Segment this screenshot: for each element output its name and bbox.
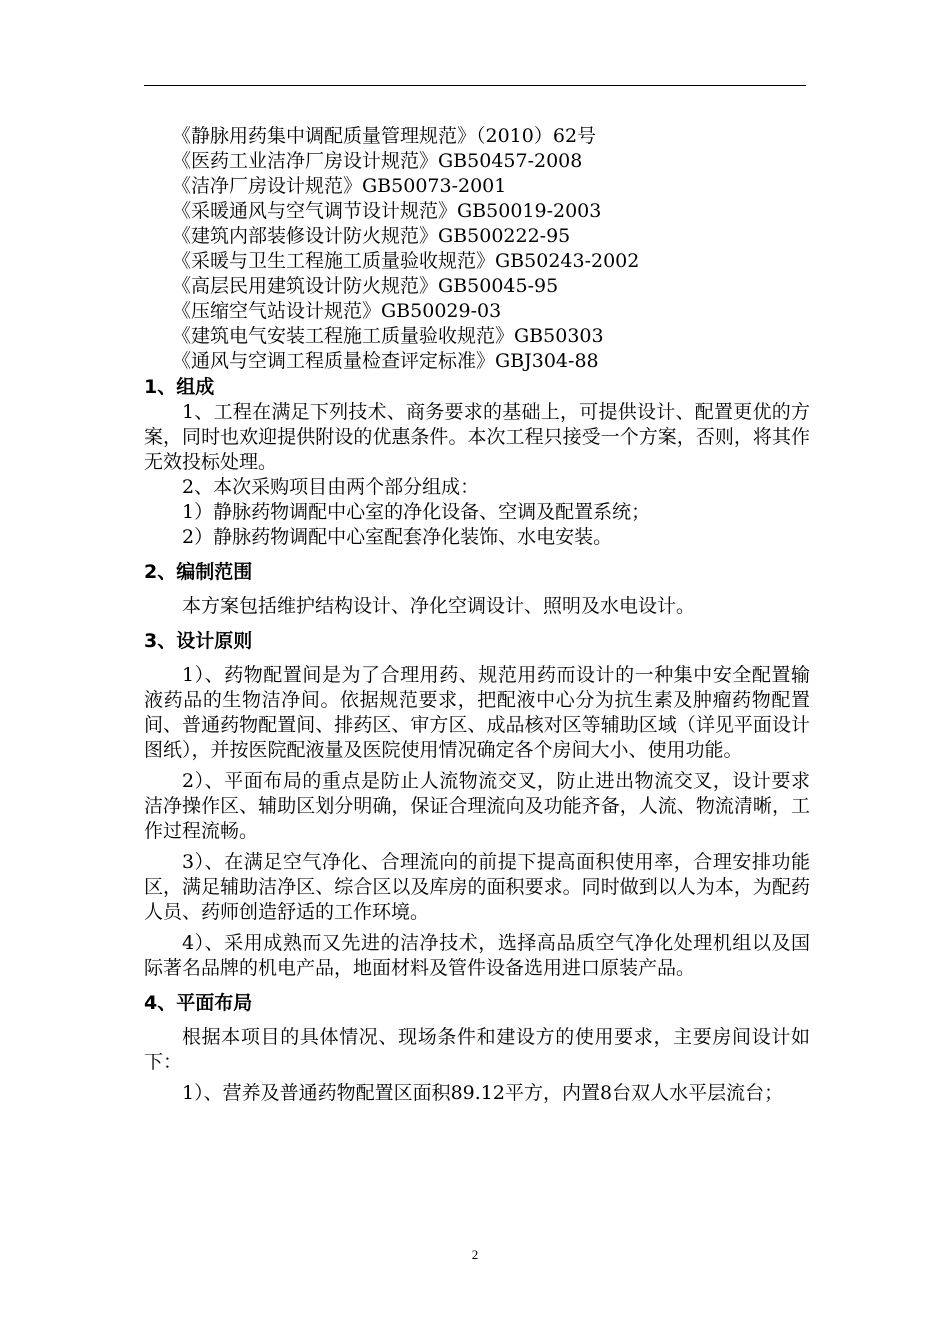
- reference-item: 《医药工业洁净厂房设计规范》GB50457-2008: [172, 150, 583, 172]
- section-title-design-principles: 3、设计原则: [144, 630, 253, 652]
- paragraph: 1）、药物配置间是为了合理用药、规范用药而设计的一种集中安全配置输液药品的生物洁净间。依据规范要求，把配液中心分为抗生素及肿瘤药物配置间、普通药物配置间、排药区、审方区、成品核对区等辅助区域（详见平面设计图纸），并按医院配液量及医院使用情况确定各个房间大小、使用功能。: [144, 664, 810, 761]
- reference-item: 《高层民用建筑设计防火规范》GB50045-95: [172, 275, 559, 297]
- paragraph: 3）、在满足空气净化、合理流向的前提下提高面积使用率，合理安排功能区，满足辅助洁净区、综合区以及库房的面积要求。同时做到以人为本，为配药人员、药师创造舒适的工作环境。: [144, 851, 810, 923]
- paragraph: 2、本次采购项目由两个部分组成：: [182, 476, 480, 498]
- paragraph: 1）静脉药物调配中心室的净化设备、空调及配置系统；: [182, 501, 651, 523]
- reference-item: 《建筑内部装修设计防火规范》GB500222-95: [172, 225, 571, 247]
- reference-item: 《静脉用药集中调配质量管理规范》（2010）62号: [172, 125, 597, 147]
- section-title-floor-plan: 4、平面布局: [144, 992, 253, 1014]
- header-rule: [144, 85, 806, 86]
- section-title-composition: 1、组成: [144, 376, 215, 398]
- paragraph: 2）、平面布局的重点是防止人流物流交叉，防止进出物流交叉，设计要求洁净操作区、辅助区划分明确，保证合理流向及功能齐备，人流、物流清晰，工作过程流畅。: [144, 770, 810, 842]
- reference-item: 《建筑电气安装工程施工质量验收规范》GB50303: [172, 325, 604, 347]
- paragraph: 2）静脉药物调配中心室配套净化装饰、水电安装。: [182, 526, 613, 548]
- page-content: [144, 124, 810, 1106]
- reference-item: 《洁净厂房设计规范》GB50073-2001: [172, 175, 507, 197]
- paragraph: 1、工程在满足下列技术、商务要求的基础上，可提供设计、配置更优的方案，同时也欢迎提供附设的优惠条件。本次工程只接受一个方案，否则，将其作无效投标处理。: [144, 401, 810, 473]
- paragraph: 4）、采用成熟而又先进的洁净技术，选择高品质空气净化处理机组以及国际著名品牌的机电产品，地面材料及管件设备选用进口原装产品。: [144, 932, 810, 979]
- paragraph: 根据本项目的具体情况、现场条件和建设方的使用要求，主要房间设计如下：: [144, 1026, 810, 1073]
- page-number: 2: [471, 1247, 479, 1262]
- reference-list: [144, 124, 810, 374]
- section-title-scope: 2、编制范围: [144, 561, 253, 583]
- reference-item: 《通风与空调工程质量检查评定标准》GBJ304-88: [172, 350, 599, 372]
- paragraph: 1）、营养及普通药物配置区面积89.12平方，内置8台双人水平层流台；: [182, 1082, 784, 1104]
- reference-item: 《采暖与卫生工程施工质量验收规范》GB50243-2002: [172, 250, 640, 272]
- reference-item: 《压缩空气站设计规范》GB50029-03: [172, 300, 502, 322]
- reference-item: 《采暖通风与空气调节设计规范》GB50019-2003: [172, 200, 602, 222]
- paragraph: 本方案包括维护结构设计、净化空调设计、照明及水电设计。: [182, 595, 696, 617]
